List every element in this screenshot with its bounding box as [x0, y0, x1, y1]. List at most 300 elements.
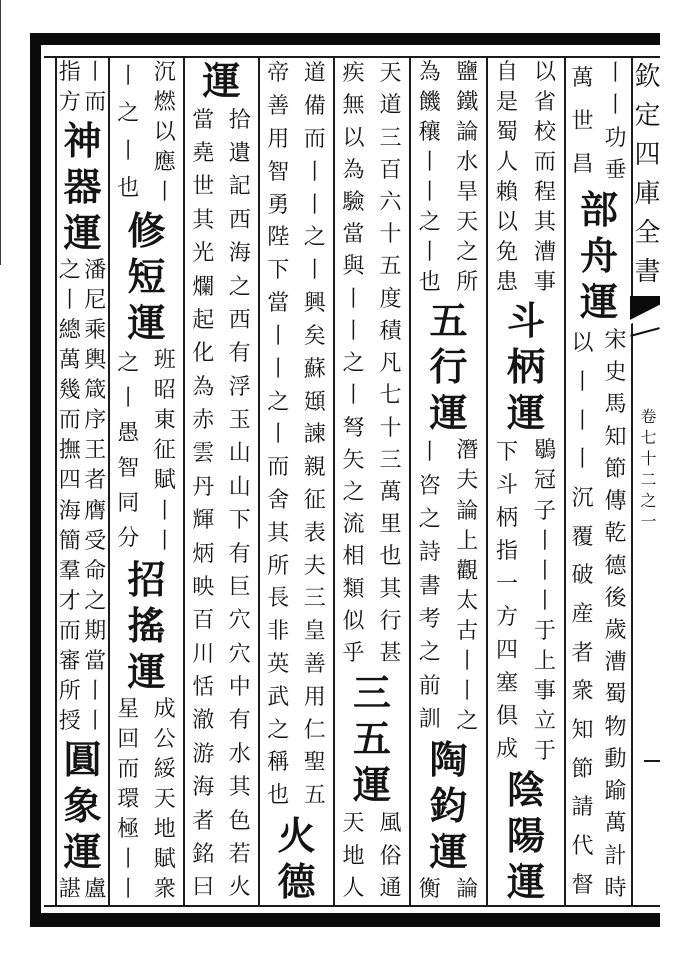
headword-char: 象: [63, 782, 102, 828]
headword-char: 運: [127, 300, 166, 346]
note-char: 有: [228, 541, 251, 567]
note-char: 前: [418, 673, 441, 699]
note-char: 銘: [192, 841, 215, 867]
note-char: 所: [267, 553, 290, 579]
note-char: 太: [456, 588, 479, 614]
note-char: 赤: [192, 408, 215, 434]
note-char: 與: [342, 254, 365, 280]
note-char: 穴: [228, 641, 251, 667]
headword-char: 運: [429, 828, 468, 874]
text-column: [409, 58, 486, 905]
note-char: 歲: [604, 617, 627, 643]
note-char: 丨: [267, 422, 290, 448]
note-char: 垂: [604, 157, 627, 183]
note-char: 十: [379, 415, 402, 441]
note-left-line: [260, 58, 297, 813]
note-char: 之: [456, 708, 479, 734]
note-char: 天: [153, 786, 176, 812]
note-char: 知: [604, 424, 627, 450]
note-char: 自: [495, 60, 518, 86]
note-char: 水: [456, 150, 479, 176]
note-char: 積: [379, 318, 402, 344]
note-char: 丨: [84, 678, 107, 704]
note-char: 天: [379, 61, 402, 87]
note-char: 川: [192, 641, 215, 667]
note-left-line: [335, 808, 372, 905]
note-right-line: [526, 58, 564, 298]
note-char: 撫: [58, 438, 81, 464]
note-char: 丨: [418, 150, 441, 176]
note-char: 夫: [303, 553, 326, 579]
entry-note: [411, 875, 486, 905]
note-right-line: [83, 256, 109, 737]
note-char: 興: [303, 291, 326, 317]
note-char: 所: [58, 678, 81, 704]
note-char: 矣: [303, 323, 326, 349]
note-char: 中: [228, 675, 251, 701]
note-char: 于: [533, 618, 556, 644]
note-char: 丨: [267, 356, 290, 382]
note-char: 丨: [342, 383, 365, 409]
note-char: 五: [379, 254, 402, 280]
headword-char: 運: [63, 210, 102, 256]
note-char: 丨: [342, 286, 365, 312]
note-char: 當: [192, 107, 215, 133]
note-char: 之: [117, 350, 140, 376]
note-char: 起: [192, 307, 215, 333]
entry-note: [57, 875, 108, 905]
note-char: 為: [192, 374, 215, 400]
note-char: 其: [533, 210, 556, 236]
note-char: 者: [84, 468, 107, 494]
note-char: 東: [153, 408, 176, 434]
text-column: [486, 58, 564, 905]
note-char: 玉: [228, 408, 251, 434]
note-char: 愚: [117, 420, 140, 446]
note-char: 破: [571, 563, 594, 589]
note-char: 聖: [303, 750, 326, 776]
note-char: 一: [495, 572, 518, 598]
note-char: 賴: [495, 180, 518, 206]
note-char: 受: [84, 528, 107, 554]
note-char: 丨: [303, 192, 326, 218]
note-char: 七: [379, 383, 402, 409]
headword-char: 五: [429, 298, 468, 344]
entry-note: [57, 58, 108, 118]
note-char: 幾: [58, 378, 81, 404]
note-char: 世: [192, 174, 215, 200]
note-char: 以: [342, 125, 365, 151]
note-char: 賦: [153, 846, 176, 872]
note-char: 省: [533, 90, 556, 116]
note-char: 三: [379, 447, 402, 473]
note-char: 分: [117, 526, 140, 552]
note-char: 乾: [604, 521, 627, 547]
note-char: 雲: [192, 441, 215, 467]
entry-headword: [185, 58, 258, 104]
note-char: 若: [228, 841, 251, 867]
volume-label: 卷七十二之一: [638, 408, 657, 534]
note-char: 丨: [117, 846, 140, 872]
note-char: 審: [58, 648, 81, 674]
note-char: 備: [303, 94, 326, 120]
entry-headword: [335, 670, 409, 808]
note-char: 事: [533, 678, 556, 704]
note-char: 其: [228, 775, 251, 801]
note-char: 其: [379, 576, 402, 602]
note-char: 類: [342, 576, 365, 602]
note-char: 丨: [117, 385, 140, 411]
note-char: 勇: [267, 192, 290, 218]
note-char: 地: [153, 816, 176, 842]
note-char: 環: [117, 786, 140, 812]
note-char: 帝: [267, 61, 290, 87]
entry-note: [110, 695, 183, 905]
note-char: 期: [84, 618, 107, 644]
note-char: 丨: [117, 876, 140, 902]
note-char: 俱: [495, 704, 518, 730]
note-char: 是: [495, 90, 518, 116]
note-char: 昌: [571, 152, 594, 178]
note-char: 詩: [418, 540, 441, 566]
note-char: 論: [456, 876, 479, 902]
note-char: 諫: [303, 422, 326, 448]
note-left-line: [335, 58, 372, 670]
note-char: 人: [342, 875, 365, 901]
note-char: 舍: [267, 487, 290, 513]
headword-char: 陰: [506, 767, 545, 812]
text-column: [183, 58, 258, 905]
note-char: 而: [117, 756, 140, 782]
entry-headword: [411, 298, 486, 436]
note-char: 回: [117, 726, 140, 752]
note-char: 皇: [303, 619, 326, 645]
note-char: 善: [303, 652, 326, 678]
note-char: 其: [192, 207, 215, 233]
note-char: 用: [267, 127, 290, 153]
note-char: 指: [495, 539, 518, 565]
note-char: 當: [84, 648, 107, 674]
headword-char: 短: [127, 254, 166, 300]
note-char: 甚: [379, 641, 402, 667]
note-char: 潘: [84, 258, 107, 284]
entry-headword: [488, 767, 564, 905]
note-char: 命: [84, 558, 107, 584]
note-char: 四: [495, 638, 518, 664]
entry-headword: [411, 737, 486, 875]
note-char: 丨: [267, 323, 290, 349]
note-char: 之: [418, 210, 441, 236]
note-right-line: [147, 695, 184, 905]
note-left-line: [488, 58, 526, 298]
note-char: 後: [604, 585, 627, 611]
note-char: 宋: [604, 328, 627, 354]
page-border-top: [30, 33, 660, 45]
note-char: 通: [379, 875, 402, 901]
headword-char: 神: [63, 118, 102, 164]
note-char: 馬: [604, 392, 627, 418]
note-char: 丨: [604, 61, 627, 87]
note-char: 征: [153, 438, 176, 464]
text-column: [333, 58, 409, 905]
note-char: 夫: [456, 468, 479, 494]
note-char: 弩: [342, 415, 365, 441]
note-char: 箴: [84, 378, 107, 404]
note-char: 三: [379, 125, 402, 151]
text-column: [258, 58, 333, 905]
note-char: 遺: [228, 141, 251, 167]
text-body: [55, 58, 632, 905]
headword-char: 柄: [506, 344, 545, 390]
note-char: 十: [379, 222, 402, 248]
note-char: 英: [267, 652, 290, 678]
note-char: 沉: [571, 485, 594, 511]
note-right-line: [372, 58, 409, 670]
note-char: 書: [418, 573, 441, 599]
note-left-line: [411, 875, 449, 905]
note-char: 旱: [456, 180, 479, 206]
note-char: 鹽: [456, 60, 479, 86]
note-char: 之: [303, 225, 326, 251]
note-char: 海: [192, 775, 215, 801]
note-char: 産: [571, 601, 594, 627]
note-char: 丨: [456, 648, 479, 674]
note-char: 物: [604, 714, 627, 740]
entry-note: [110, 346, 183, 556]
note-char: 征: [303, 487, 326, 513]
note-char: 水: [228, 741, 251, 767]
note-char: 丨: [418, 240, 441, 266]
entry-note: [185, 104, 258, 905]
note-char: 山: [228, 441, 251, 467]
note-char: 丨: [571, 408, 594, 434]
note-char: 立: [533, 708, 556, 734]
note-char: 驗: [342, 189, 365, 215]
entry-note: [566, 325, 632, 905]
note-char: 光: [192, 241, 215, 267]
note-char: 百: [379, 157, 402, 183]
note-char: 西: [228, 207, 251, 233]
note-char: 衡: [418, 876, 441, 902]
note-char: 衆: [571, 679, 594, 705]
note-char: 輝: [192, 508, 215, 534]
note-char: 漕: [533, 240, 556, 266]
note-char: 之: [117, 101, 140, 127]
note-char: 三: [303, 586, 326, 612]
note-char: 智: [267, 159, 290, 185]
note-left-line: [411, 58, 449, 298]
headword-char: 陶: [429, 736, 468, 782]
note-right-line: [222, 104, 259, 905]
note-char: 丨: [84, 60, 107, 86]
note-char: 公: [153, 726, 176, 752]
entry-headword: [488, 298, 564, 436]
note-char: 風: [379, 811, 402, 837]
note-char: 為: [418, 60, 441, 86]
note-char: 患: [495, 270, 518, 296]
note-left-line: [57, 58, 83, 118]
note-left-line: [110, 695, 147, 905]
note-char: 校: [533, 120, 556, 146]
note-char: 世: [571, 109, 594, 135]
note-char: 潛: [456, 438, 479, 464]
entry-headword: [260, 813, 333, 905]
note-char: 班: [153, 348, 176, 374]
entry-note: [57, 256, 108, 737]
note-char: 于: [533, 738, 556, 764]
note-char: 恬: [192, 675, 215, 701]
spine-right-line: [0, 0, 1, 265]
text-column: [108, 58, 183, 905]
note-char: 也: [117, 176, 140, 202]
headword-char: 圓: [63, 736, 102, 782]
note-right-line: [147, 58, 184, 208]
note-left-line: [110, 58, 147, 208]
note-char: 度: [379, 286, 402, 312]
note-char: 天: [456, 210, 479, 236]
entry-note: [411, 58, 486, 298]
note-char: 羣: [58, 558, 81, 584]
note-char: 爛: [192, 274, 215, 300]
note-char: 乘: [84, 318, 107, 344]
note-char: 堯: [192, 141, 215, 167]
note-char: 之: [84, 588, 107, 614]
entry-note: [488, 436, 564, 767]
page-border-left: [30, 33, 41, 927]
headword-char: 陽: [506, 813, 545, 858]
note-char: 王: [84, 438, 107, 464]
note-char: 才: [58, 588, 81, 614]
note-char: 凡: [379, 351, 402, 377]
note-char: 節: [604, 456, 627, 482]
note-left-line: [57, 875, 83, 905]
headword-char: 運: [506, 859, 545, 904]
note-char: 丨: [303, 258, 326, 284]
note-char: 膺: [84, 498, 107, 524]
note-char: 訓: [418, 707, 441, 733]
note-char: 乎: [342, 641, 365, 667]
entry-headword: [57, 737, 108, 875]
note-char: 動: [604, 746, 627, 772]
note-char: 頲: [303, 389, 326, 415]
note-char: 簡: [58, 528, 81, 554]
note-right-line: [147, 346, 184, 556]
note-char: 論: [456, 498, 479, 524]
note-char: 子: [533, 498, 556, 524]
note-char: 丨: [84, 708, 107, 734]
note-char: 穴: [228, 608, 251, 634]
note-char: 親: [303, 455, 326, 481]
note-char: 非: [267, 619, 290, 645]
note-char: 之: [58, 258, 81, 284]
note-char: 代: [571, 833, 594, 859]
book-title: 欽定四庫全書: [630, 62, 660, 296]
note-char: 同: [117, 491, 140, 517]
note-right-line: [526, 436, 564, 767]
note-left-line: [566, 325, 599, 905]
text-column: [55, 58, 108, 905]
note-char: 下: [267, 258, 290, 284]
note-char: 有: [228, 341, 251, 367]
text-column: [564, 58, 632, 905]
note-char: 所: [456, 270, 479, 296]
note-char: 昭: [153, 378, 176, 404]
note-char: 也: [267, 783, 290, 809]
entry-headword: [57, 118, 108, 256]
note-char: 道: [379, 93, 402, 119]
headword-char: 火: [277, 813, 316, 858]
note-char: 當: [267, 291, 290, 317]
note-char: 成: [153, 696, 176, 722]
note-char: 丨: [533, 558, 556, 584]
note-char: 鶡: [533, 438, 556, 464]
note-char: 丨: [153, 498, 176, 524]
note-char: 之: [267, 717, 290, 743]
note-char: 武: [267, 684, 290, 710]
note-char: 無: [342, 93, 365, 119]
note-char: 上: [533, 648, 556, 674]
note-char: 督: [571, 872, 594, 898]
note-char: 之: [342, 479, 365, 505]
note-char: 百: [192, 608, 215, 634]
note-char: 丨: [418, 440, 441, 466]
note-char: 斗: [495, 472, 518, 498]
note-char: 踰: [604, 779, 627, 805]
note-char: 相: [342, 544, 365, 570]
note-right-line: [297, 58, 334, 813]
note-char: 免: [495, 240, 518, 266]
note-char: 有: [228, 708, 251, 734]
note-char: 而: [84, 90, 107, 116]
page-border-bottom: [30, 913, 660, 927]
note-char: 疾: [342, 61, 365, 87]
note-char: 柄: [495, 506, 518, 532]
note-char: 智: [117, 455, 140, 481]
note-right-line: [83, 58, 109, 118]
note-char: 鐵: [456, 90, 479, 116]
note-char: 巨: [228, 574, 251, 600]
note-char: 陛: [267, 225, 290, 251]
note-char: 者: [192, 808, 215, 834]
note-char: 丨: [153, 180, 176, 206]
note-char: 上: [456, 528, 479, 554]
entry-headword: [110, 557, 183, 695]
note-left-line: [488, 436, 526, 767]
note-char: 萬: [379, 479, 402, 505]
note-char: 人: [495, 150, 518, 176]
note-char: 用: [303, 684, 326, 710]
note-char: 之: [418, 640, 441, 666]
note-char: 輿: [84, 348, 107, 374]
entry-note: [335, 58, 409, 670]
note-char: 丨: [456, 678, 479, 704]
note-char: 丨: [117, 63, 140, 89]
note-char: 丨: [571, 369, 594, 395]
note-char: 而: [58, 408, 81, 434]
note-char: 表: [303, 520, 326, 546]
note-char: 下: [495, 439, 518, 465]
note-right-line: [83, 875, 109, 905]
headword-char: 三: [352, 670, 391, 716]
note-char: 長: [267, 586, 290, 612]
headword-char: 運: [63, 828, 102, 874]
note-char: 總: [58, 318, 81, 344]
headword-char: 德: [277, 859, 316, 904]
headword-char: 招: [127, 556, 166, 602]
note-char: 之: [267, 389, 290, 415]
headword-char: 五: [352, 716, 391, 762]
note-char: 矢: [342, 447, 365, 473]
